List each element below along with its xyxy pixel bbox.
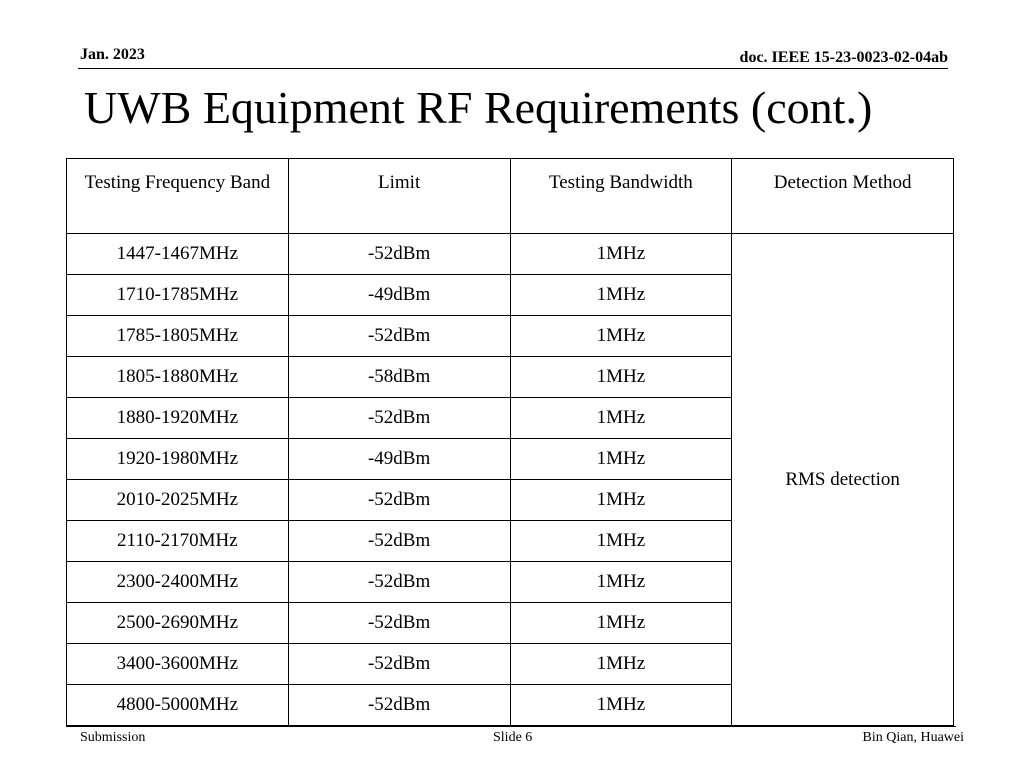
cell-limit: -52dBm (288, 644, 510, 685)
cell-frequency-band: 3400-3600MHz (67, 644, 289, 685)
requirements-table (66, 158, 954, 726)
cell-limit: -52dBm (288, 234, 510, 275)
footer-submission: Submission (80, 730, 146, 745)
cell-limit: -58dBm (288, 357, 510, 398)
cell-limit: -52dBm (288, 521, 510, 562)
cell-frequency-band: 1710-1785MHz (67, 275, 289, 316)
cell-frequency-band: 2110-2170MHz (67, 521, 289, 562)
header-doc-id: doc. IEEE 15-23-0023-02-04ab (739, 49, 948, 66)
requirements-table-container (66, 158, 954, 723)
cell-limit: -52dBm (288, 398, 510, 439)
table-body (67, 234, 954, 726)
cell-testing-bandwidth: 1MHz (510, 644, 732, 685)
cell-frequency-band: 2500-2690MHz (67, 603, 289, 644)
cell-frequency-band: 1880-1920MHz (67, 398, 289, 439)
header-date: Jan. 2023 (80, 46, 145, 63)
cell-testing-bandwidth: 1MHz (510, 685, 732, 726)
column-header-detection: Detection Method (732, 159, 954, 234)
cell-frequency-band: 2300-2400MHz (67, 562, 289, 603)
footer-author: Bin Qian, Huawei (862, 730, 964, 745)
cell-limit: -49dBm (288, 275, 510, 316)
cell-frequency-band: 1447-1467MHz (67, 234, 289, 275)
footer-slide-number: Slide 6 (493, 730, 533, 745)
table-row (67, 234, 954, 275)
table-header-row (67, 159, 954, 234)
cell-testing-bandwidth: 1MHz (510, 275, 732, 316)
cell-limit: -52dBm (288, 603, 510, 644)
cell-testing-bandwidth: 1MHz (510, 398, 732, 439)
header-divider (78, 68, 948, 69)
column-header-bandwidth: Testing Bandwidth (510, 159, 732, 234)
cell-testing-bandwidth: 1MHz (510, 521, 732, 562)
cell-frequency-band: 1805-1880MHz (67, 357, 289, 398)
cell-detection-method: RMS detection (732, 234, 954, 726)
cell-testing-bandwidth: 1MHz (510, 562, 732, 603)
cell-testing-bandwidth: 1MHz (510, 480, 732, 521)
cell-limit: -52dBm (288, 562, 510, 603)
cell-frequency-band: 2010-2025MHz (67, 480, 289, 521)
cell-frequency-band: 4800-5000MHz (67, 685, 289, 726)
cell-testing-bandwidth: 1MHz (510, 234, 732, 275)
cell-limit: -52dBm (288, 685, 510, 726)
cell-limit: -52dBm (288, 316, 510, 357)
footer-divider (66, 726, 956, 727)
cell-testing-bandwidth: 1MHz (510, 316, 732, 357)
cell-testing-bandwidth: 1MHz (510, 603, 732, 644)
column-header-limit: Limit (288, 159, 510, 234)
cell-testing-bandwidth: 1MHz (510, 439, 732, 480)
column-header-band: Testing Frequency Band (67, 159, 289, 234)
cell-limit: -49dBm (288, 439, 510, 480)
slide-title: UWB Equipment RF Requirements (cont.) (84, 82, 873, 133)
cell-frequency-band: 1785-1805MHz (67, 316, 289, 357)
cell-testing-bandwidth: 1MHz (510, 357, 732, 398)
cell-frequency-band: 1920-1980MHz (67, 439, 289, 480)
cell-limit: -52dBm (288, 480, 510, 521)
